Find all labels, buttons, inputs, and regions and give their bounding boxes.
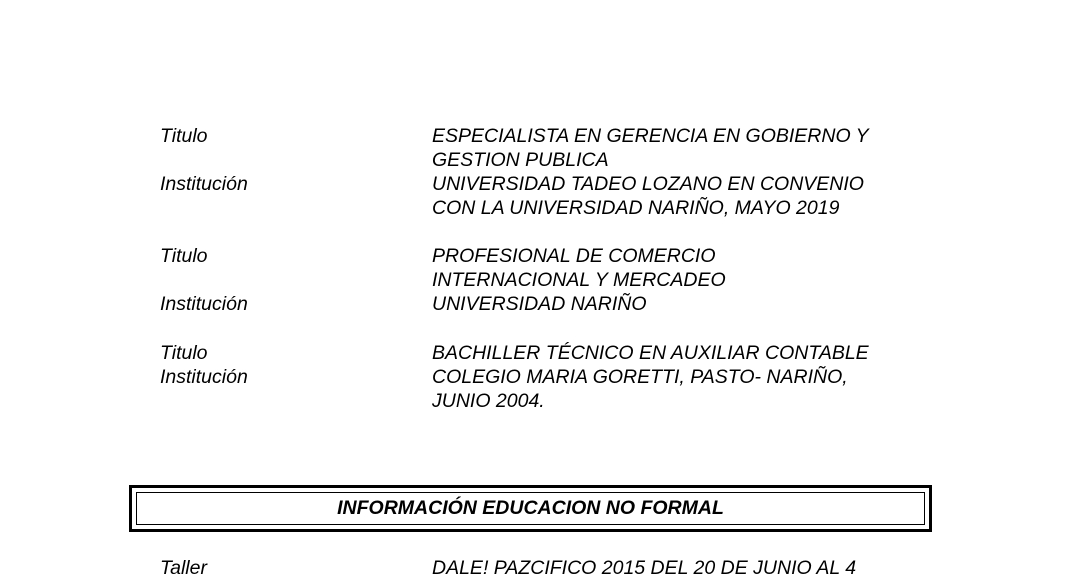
entry-3-title-line-1: BACHILLER TÉCNICO EN AUXILIAR CONTABLE xyxy=(432,342,869,364)
entry-2-title-label: Titulo xyxy=(160,245,208,267)
section-heading: INFORMACIÓN EDUCACION NO FORMAL xyxy=(337,497,724,519)
workshop-value: DALE! PAZCIFICO 2015 DEL 20 DE JUNIO AL 4 xyxy=(432,557,857,579)
entry-2-institution-label: Institución xyxy=(160,293,248,315)
entry-1-institution-line-1: UNIVERSIDAD TADEO LOZANO EN CONVENIO xyxy=(432,173,864,195)
entry-3-institution-label: Institución xyxy=(160,366,248,388)
entry-1-title-label: Titulo xyxy=(160,125,208,147)
entry-1-institution-line-2: CON LA UNIVERSIDAD NARIÑO, MAYO 2019 xyxy=(432,197,840,219)
section-heading-inner-border xyxy=(136,492,925,525)
entry-3-institution-line-1: COLEGIO MARIA GORETTI, PASTO- NARIÑO, xyxy=(432,366,848,388)
entry-2-title-line-1: PROFESIONAL DE COMERCIO xyxy=(432,245,716,267)
workshop-label: Taller xyxy=(160,557,207,579)
entry-1-institution-label: Institución xyxy=(160,173,248,195)
section-heading-box xyxy=(129,485,932,532)
entry-3-title-label: Titulo xyxy=(160,342,208,364)
entry-1-title-line-2: GESTION PUBLICA xyxy=(432,149,609,171)
entry-3-institution-line-2: JUNIO 2004. xyxy=(432,390,545,412)
entry-2-title-line-2: INTERNACIONAL Y MERCADEO xyxy=(432,269,726,291)
entry-2-institution-line-1: UNIVERSIDAD NARIÑO xyxy=(432,293,647,315)
entry-1-title-line-1: ESPECIALISTA EN GERENCIA EN GOBIERNO Y xyxy=(432,125,869,147)
